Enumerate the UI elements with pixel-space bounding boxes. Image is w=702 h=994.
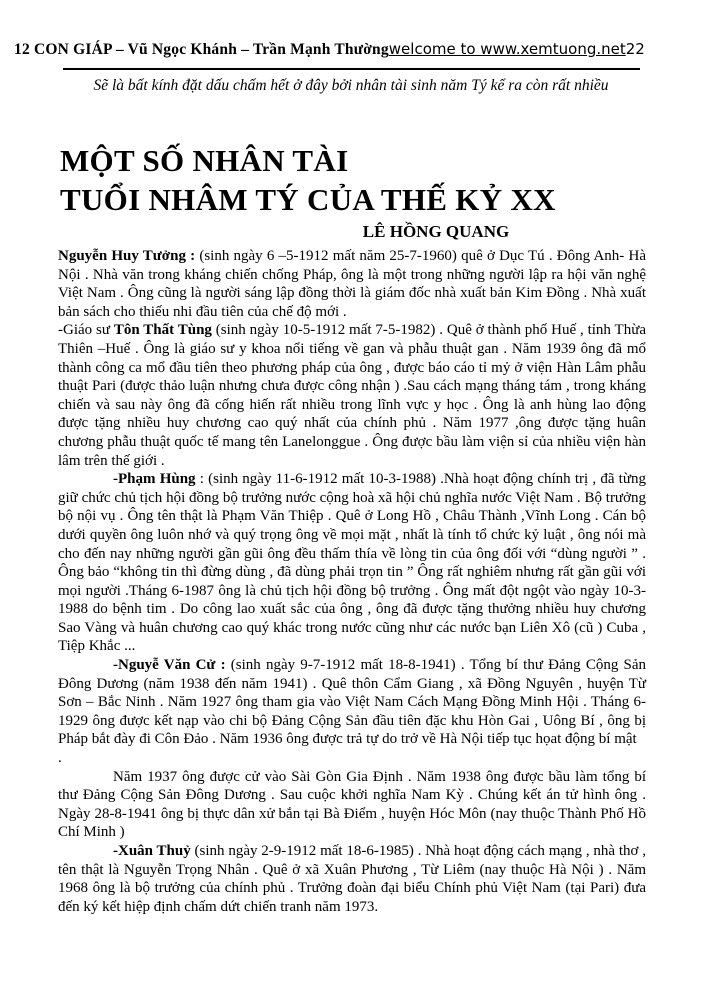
paragraph-nam-1937 — [58, 768, 646, 842]
paragraph-prefix: -Giáo sư — [58, 322, 114, 339]
article-author: LÊ HỒNG QUANG — [362, 222, 510, 241]
article-body — [58, 247, 646, 916]
paragraph-text: (sinh ngày 6 –5-1912 mất năm 25-7-1960) quê ở Dục Tú . Đông Anh- Hà Nội . Nhà văn trong kháng chiến chống Pháp, ông là một trong những người lập ra hội văn nghệ Việt Nam . Ông cũng là người sáng lập đồng thời là giám đốc nhà xuất bản Kim Đồng . Nhà xuất bản sách cho thiếu nhi đầu tiên của chế độ mới . — [58, 248, 646, 320]
page-header — [0, 0, 702, 59]
article-title-line2: TUỔI NHÂM TÝ CỦA THẾ KỶ XX — [60, 182, 556, 217]
paragraph-text: Năm 1937 ông được cử vào Sài Gòn Gia Định . Năm 1938 ông được bầu làm tổng bí thư Đảng Cộng Sản Đông Dương . Sau cuộc khởi nghĩa Nam Kỳ . Chúng kết án tử hình ông . Ngày 28-8-1941 ông bị thực dân xử bắn tại Bà Điểm , huyện Hóc Môn (nay thuộc Thành Phố Hồ Chí Minh ) — [58, 768, 646, 841]
person-name: -Nguyễ Văn Cử : — [113, 657, 226, 674]
paragraph-text: : (sinh ngày 11-6-1912 mất 10-3-1988) .Nhà hoạt động chính trị , đã từng giữ chức chủ tịch hội đồng bộ trưởng nước cộng hoà xã hội chủ nghĩa nước Việt Nam . Bộ trưởng bộ nội vụ . Ông tên thật là Phạm Văn Thiệp . Quê ở Long Hồ , Châu Thành ,Vĩnh Long . Cán bộ dưới quyền ông luôn nhớ và quý trọng ông về mọi mặt , nhất là tính tổ chức kỷ luật , ông nói mà cho đến nay những người gần gũi ông đều thấm thía về lòng tin của ông đối với “dùng người ” . Ông bảo “không tin thì đừng dùng , đã dùng phải trọn tin ” Ông rất nghiêm nhưng rất gần gũi với mọi người .Tháng 6-1987 ông là chủ tịch hội đồng bộ trưởng . Ông mất đột ngột vào ngày 10-3-1988 do bệnh tim . Do công lao xuất sắc của ông , ông đã được tặng thưởng nhiều huy chương Sao Vàng và huân chương cao quý khác trong nước cũng như các nước bạn Liên Xô (cũ ) Cuba , Tiệp Khắc ... — [58, 471, 646, 655]
page-number: 22 — [625, 40, 645, 58]
paragraph-xuan-thuy — [58, 842, 646, 916]
paragraph-nguyen-huy-tuong — [58, 247, 646, 321]
person-name: -Xuân Thuỷ — [113, 843, 191, 859]
paragraph-ton-that-tung — [58, 321, 646, 470]
paragraph-text: (sinh ngày 2-9-1912 mất 18-6-1985) . Nhà hoạt động cách mạng , nhà thơ , tên thật là Nguyễn Trọng Nhân . Quê ở xã Xuân Phương , Từ Liêm (nay thuộc Hà Nội ) . Năm 1968 ông là bộ trưởng của chính phủ . Trưởng đoàn đại biểu Chính phủ Việt Nam (tại Pari) đưa đến ký kết hiệp định chấm dứt chiến tranh năm 1973. — [58, 843, 646, 915]
header-book-title: 12 CON GIÁP – Vũ Ngọc Khánh – Trần Mạnh Thường — [14, 41, 389, 58]
paragraph-nguyen-van-cu — [58, 656, 646, 749]
paragraph-text: . — [58, 750, 62, 767]
person-name: Nguyễn Huy Tưởng : — [58, 248, 196, 264]
person-name: Tôn Thất Tùng — [113, 322, 212, 339]
tagline: Sẽ là bất kính đặt dấu chấm hết ở đây bởi nhân tài sinh năm Tý kể ra còn rất nhiều — [93, 77, 609, 94]
header-divider — [63, 68, 640, 70]
paragraph-dot-line — [58, 749, 646, 768]
paragraph-text: (sinh ngày 9-7-1912 mất 18-8-1941) . Tổng bí thư Đảng Cộng Sản Đông Dương (năm 1938 đến năm 1941) . Quê thôn Cẩm Giang , xã Đồng Nguyên , huyện Từ Sơn – Bắc Ninh . Năm 1927 ông tham gia vào Việt Nam Cách Mạng Đồng Minh Hội . Tháng 6-1929 ông được kết nạp vào chi bộ Đảng Cộng Sản đầu tiên đặc khu Hòn Gai , Uông Bí , ông bị Pháp bắt đày đi Côn Đảo . Năm 1936 ông được trả tự do trở về Hà Nội tiếp tục họat động bí mật — [58, 657, 646, 748]
site-link[interactable]: welcome to www.xemtuong.net — [388, 40, 626, 58]
header-right-group — [389, 40, 645, 58]
paragraph-pham-hung — [58, 470, 646, 656]
article-title-line1: MỘT SỐ NHÂN TÀI — [60, 143, 349, 178]
article-title — [60, 141, 646, 219]
paragraph-text: (sinh ngày 10-5-1912 mất 7-5-1982) . Quê ở thành phố Huế , tỉnh Thừa Thiên –Huế . Ông là giáo sư y khoa nổi tiếng về gan và phẫu thuật gan . Năm 1939 ông đã mổ thành công ca mổ đầu tiên theo phương pháp của ông , được báo cáo tỉ mỷ ở viện Hàn Lâm phẫu thuật Pari (được thảo luận nhưng chưa được công nhận ) .Sau cách mạng tháng tám , trong kháng chiến và sau này ông đã cống hiến rất nhiều trong lĩnh vực y học . Ông là anh hùng lao động được tặng nhiều huy chương cao quý nhất của chính phủ . Năm 1977 ,ông được tặng huân chương phẫu thuật quốc tế mang tên Lanelonggue . Ông được bầu làm viện sỉ của nhiều viện hàn lâm trên thế giới . — [58, 322, 646, 469]
person-name: -Phạm Hùng — [113, 471, 196, 488]
